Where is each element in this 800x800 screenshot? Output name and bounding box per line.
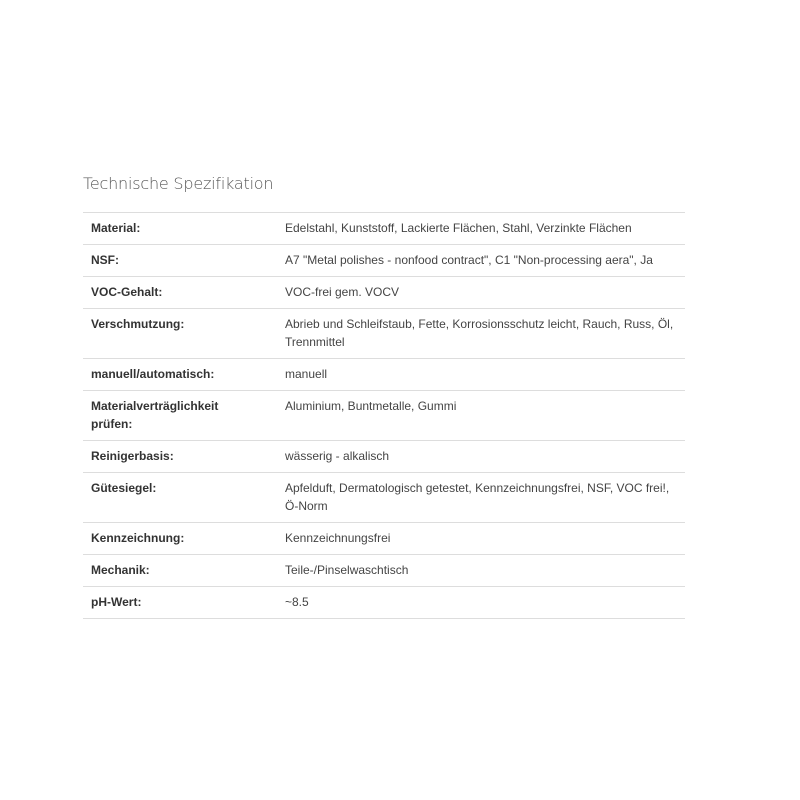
spec-value-reinigerbasis: wässerig - alkalisch xyxy=(269,441,685,473)
section-title: Technische Spezifikation xyxy=(83,174,274,193)
table-row xyxy=(83,391,685,441)
spec-key-material: Material: xyxy=(83,213,269,245)
spec-value-material: Edelstahl, Kunststoff, Lackierte Flächen, Stahl, Verzinkte Flächen xyxy=(269,213,685,245)
spec-value-voc: VOC-frei gem. VOCV xyxy=(269,277,685,309)
spec-value-nsf: A7 "Metal polishes - nonfood contract", C1 "Non-processing aera", Ja xyxy=(269,245,685,277)
table-row xyxy=(83,587,685,619)
table-row xyxy=(83,523,685,555)
spec-value-kennzeichnung: Kennzeichnungsfrei xyxy=(269,523,685,555)
spec-value-ph-wert: ~8.5 xyxy=(269,587,685,619)
spec-key-mechanik: Mechanik: xyxy=(83,555,269,587)
spec-value-verschmutzung: Abrieb und Schleifstaub, Fette, Korrosionsschutz leicht, Rauch, Russ, Öl, Trennmittel xyxy=(269,309,685,359)
spec-key-ph-wert: pH-Wert: xyxy=(83,587,269,619)
spec-value-manuell-automatisch: manuell xyxy=(269,359,685,391)
spec-key-reinigerbasis: Reinigerbasis: xyxy=(83,441,269,473)
spec-key-manuell-automatisch: manuell/automatisch: xyxy=(83,359,269,391)
spec-value-guetesiegel: Apfelduft, Dermatologisch getestet, Kennzeichnungsfrei, NSF, VOC frei!, Ö-Norm xyxy=(269,473,685,523)
spec-key-kennzeichnung: Kennzeichnung: xyxy=(83,523,269,555)
table-row xyxy=(83,245,685,277)
table-row xyxy=(83,277,685,309)
table-row xyxy=(83,555,685,587)
technical-specification-section xyxy=(83,174,685,619)
spec-value-materialvertraeglichkeit: Aluminium, Buntmetalle, Gummi xyxy=(269,391,685,441)
table-row xyxy=(83,359,685,391)
spec-key-nsf: NSF: xyxy=(83,245,269,277)
table-row xyxy=(83,309,685,359)
table-row xyxy=(83,473,685,523)
specification-table xyxy=(83,212,685,619)
table-row xyxy=(83,213,685,245)
spec-key-guetesiegel: Gütesiegel: xyxy=(83,473,269,523)
spec-value-mechanik: Teile-/Pinselwaschtisch xyxy=(269,555,685,587)
spec-key-verschmutzung: Verschmutzung: xyxy=(83,309,269,359)
spec-key-voc: VOC-Gehalt: xyxy=(83,277,269,309)
table-row xyxy=(83,441,685,473)
spec-key-materialvertraeglichkeit: Materialverträglichkeit prüfen: xyxy=(83,391,269,441)
